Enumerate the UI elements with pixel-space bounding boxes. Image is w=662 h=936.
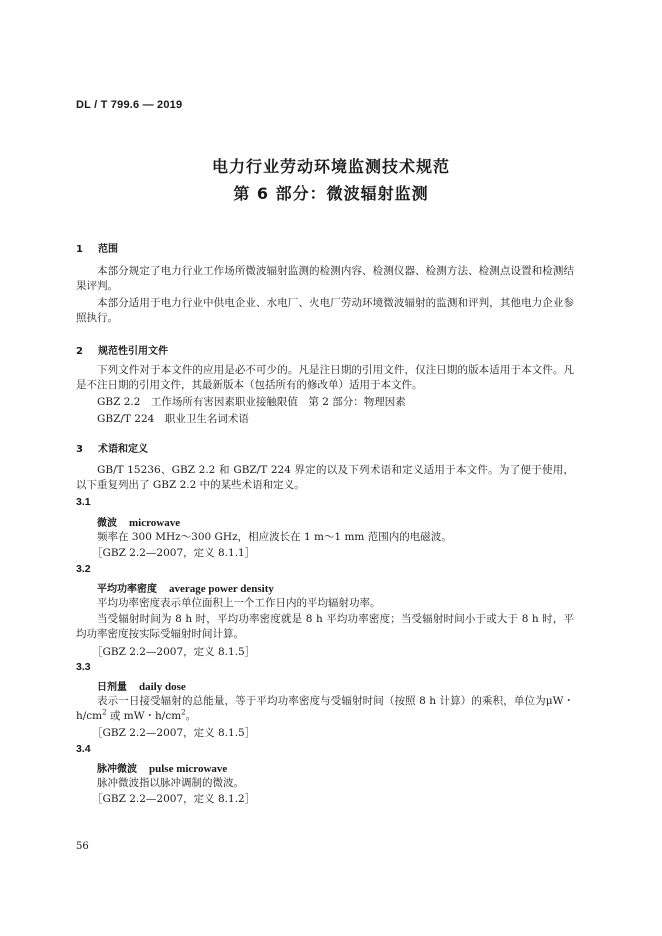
section-1-paragraph-1: 本部分规定了电力行业工作场所微波辐射监测的检测内容、检测仪器、检测方法、检测点设置和检测结果评判。 [76, 265, 574, 292]
term-zh: 微波 [97, 518, 117, 529]
section-title: 术语和定义 [98, 444, 148, 455]
term-source: ［GBZ 2.2—2007，定义 8.1.1］ [92, 547, 256, 559]
term-heading [97, 580, 274, 595]
term-heading [97, 678, 186, 693]
unit-text: 或 mW・h/cm [106, 710, 182, 722]
section-3-paragraph-1: GB/T 15236、GBZ 2.2 和 GBZ/T 224 界定的以及下列术语和定义适用于本文件。为了便于使用，以下重复列出了 GBZ 2.2 中的某些术语和定义。 [76, 464, 574, 491]
normative-reference: GBZ 2.2 工作场所有害因素职业接触限值 第 2 部分：物理因素 [97, 396, 406, 408]
term-source: ［GBZ 2.2—2007，定义 8.1.2］ [92, 793, 256, 805]
term-definition-part: 表示一日接受辐射的总能量，等于平均功率密度与受辐射时间（按照 8 h 计算）的乘积，单位为 [97, 695, 546, 707]
term-number: 3.1 [76, 496, 91, 508]
section-2-paragraph-1: 下列文件对于本文件的应用是必不可少的。凡是注日期的引用文件，仅注日期的版本适用于本文件。凡是不注日期的引用文件，其最新版本（包括所有的修改单）适用于本文件。 [76, 364, 574, 391]
normative-reference: GBZ/T 224 职业卫生名词术语 [97, 413, 249, 425]
section-2-heading [76, 342, 168, 357]
term-en: daily dose [139, 681, 186, 693]
term-heading [97, 760, 227, 775]
term-zh: 平均功率密度 [97, 584, 157, 595]
term-definition: 频率在 300 MHz～300 GHz，相应波长在 1 m～1 mm 范围内的电磁波。 [97, 531, 452, 543]
punctuation: 。 [185, 710, 197, 722]
document-title: 电力行业劳动环境监测技术规范 [211, 157, 450, 176]
document-subtitle: 第 6 部分：微波辐射监测 [233, 184, 429, 203]
term-zh: 脉冲微波 [97, 764, 137, 775]
section-1-heading [76, 240, 118, 255]
superscript: 2 [181, 708, 186, 717]
term-source: ［GBZ 2.2—2007，定义 8.1.5］ [92, 646, 256, 658]
term-note: 当受辐射时间为 8 h 时，平均功率密度就是 8 h 平均功率密度；当受辐射时间小于或大于 8 h 时，平均功率密度按实际受辐射时间计算。 [76, 613, 574, 640]
page-number: 56 [76, 841, 89, 852]
section-title: 范围 [98, 244, 118, 255]
term-source: ［GBZ 2.2—2007，定义 8.1.5］ [92, 727, 256, 739]
section-1-paragraph-2: 本部分适用于电力行业中供电企业、水电厂、火电厂劳动环境微波辐射的监测和评判，其他电力企业参照执行。 [76, 297, 574, 324]
term-definition: 脉冲微波指以脉冲调制的微波。 [97, 777, 244, 789]
section-number: 3 [76, 444, 83, 455]
term-en: microwave [129, 517, 181, 529]
section-number: 2 [76, 346, 83, 357]
section-title: 规范性引用文件 [98, 346, 168, 357]
superscript: 2 [102, 708, 107, 717]
term-definition [76, 694, 574, 724]
term-zh: 日剂量 [97, 682, 127, 693]
term-number: 3.3 [76, 661, 91, 673]
term-number: 3.4 [76, 743, 91, 755]
section-3-heading [76, 440, 148, 455]
term-heading [97, 514, 180, 529]
term-en: pulse microwave [149, 763, 228, 775]
standard-code: DL / T 799.6 — 2019 [76, 99, 183, 111]
unit-text: μW・h/cm [76, 695, 574, 722]
term-number: 3.2 [76, 563, 91, 575]
term-en: average power density [169, 583, 274, 595]
section-number: 1 [76, 244, 83, 255]
term-definition: 平均功率密度表示单位面积上一个工作日内的平均辐射功率。 [97, 597, 381, 609]
